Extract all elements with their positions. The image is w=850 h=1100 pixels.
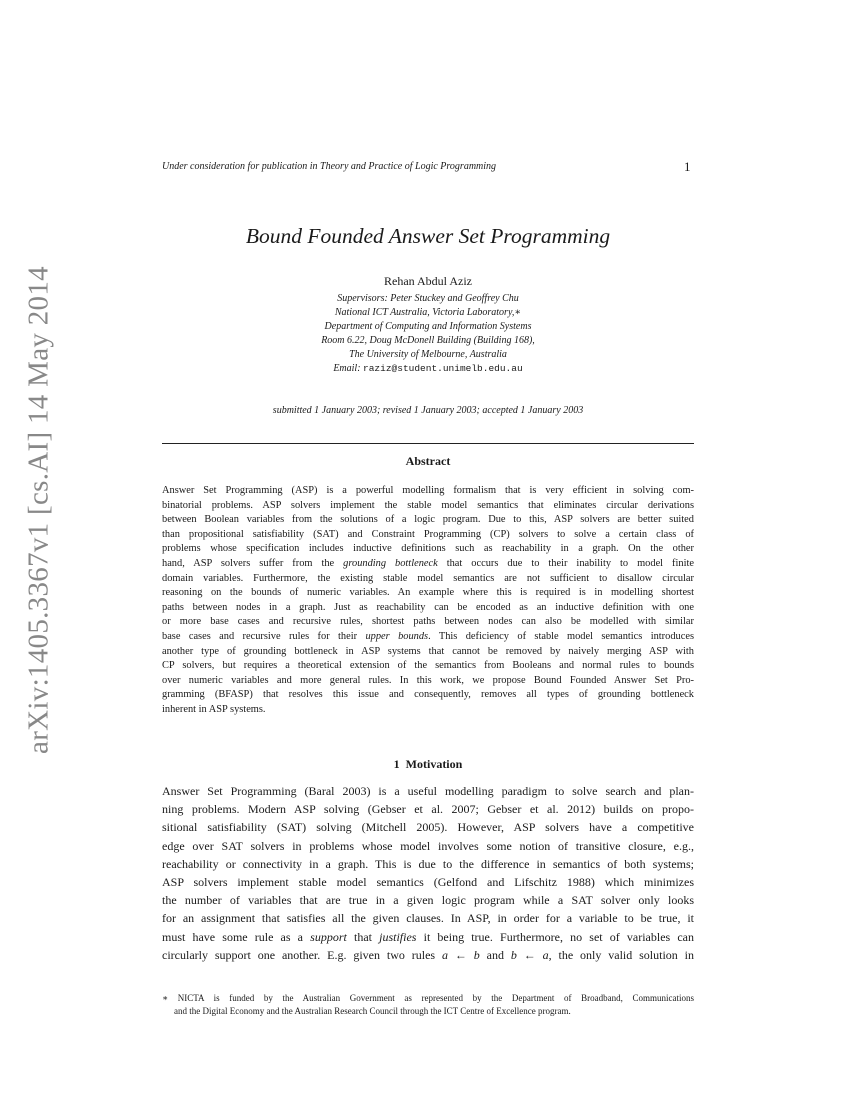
supervisors: Supervisors: Peter Stuckey and Geoffrey Chu [337,293,519,304]
abstract-line: gramming (BFASP) that resolves this issue and consequently, removes all types of grounding bottleneck [162,689,694,701]
running-head: Under consideration for publication in Theory and Practice of Logic Programming [162,161,497,172]
text-run: circularly support one another. E.g. given two rules [162,947,442,962]
motivation-body [162,782,694,964]
text-run: . This deficiency of stable model semantics introduces [428,630,694,642]
abstract-line: paths between nodes in a graph. Just as reachability can be encoded as an inductive definition with one [162,601,694,613]
emphasis-run: upper bounds [365,630,429,642]
email-label: Email: [333,363,361,374]
arxiv-watermark [14,266,64,754]
submission-dates: submitted 1 January 2003; revised 1 January 2003; accepted 1 January 2003 [272,405,584,416]
section-heading [162,757,694,772]
emphasis-run: grounding bottleneck [343,557,438,569]
body-line: the number of variables that are true in a given logic program while a SAT solver only looks [162,893,694,908]
paper-title: Bound Founded Answer Set Programming [245,224,611,248]
abstract-line: over numeric variables and more general rules. In this work, we propose Bound Founded Answer Set Pro- [162,674,694,686]
body-line: ning problems. Modern ASP solving (Gebser et al. 2007; Gebser et al. 2012) builds on propo- [162,802,694,817]
body-line: ASP solvers implement stable model semantics (Gelfond and Lifschitz 1988) which minimizes [162,874,694,889]
abstract-line: between Boolean variables from the solutions of a logic program. Due to this, ASP solvers are better suited [162,514,694,526]
emphasis-run: justifies [379,929,417,944]
university: The University of Melbourne, Australia [349,349,507,360]
abstract-line: problems whose specification includes inductive definitions such as reachability in a graph. On the other [162,543,694,555]
text-run: , the only valid solution in [548,947,695,962]
abstract-rule [162,443,694,444]
math-run: b ← a [510,947,549,962]
text-run: base cases and recursive rules for their [162,630,366,642]
section-number: 1 [393,757,400,771]
email-line [162,362,694,376]
body-line: edge over SAT solvers in problems whose model involves some notion of transitive closure, e.g., [162,838,694,853]
department: Department of Computing and Information Systems [324,321,532,332]
text-run: it being true. Furthermore, no set of variables can [416,929,694,944]
arxiv-id: arXiv:1405.3367v1 [cs.AI] 14 May 2014 [22,266,55,754]
footnote-marker: ∗ [162,993,169,1003]
abstract-line: binatorial problems. ASP solvers implement the stable model semantics that eliminates circular derivations [162,499,694,511]
abstract-line [162,557,694,572]
body-line: for an assignment that satisfies all the given clauses. In ASP, in order for a variable to be true, it [162,911,694,926]
abstract-line: or more base cases and recursive rules, shortest paths between nodes can also be modelled with similar [162,616,694,628]
author-name: Rehan Abdul Aziz [384,274,472,288]
page-number: 1 [684,159,691,174]
body-line: reachability or connectivity in a graph. This is due to the difference in semantics of both systems; [162,856,694,871]
room: Room 6.22, Doug McDonell Building (Building 168), [321,335,535,346]
body-line [162,928,694,946]
abstract-line: CP solvers, but requires a theoretical extension of the semantics from Booleans and normal rules to bounds [162,660,694,672]
abstract-body [162,484,694,718]
footnote [162,992,694,1017]
footnote-line: and the Digital Economy and the Australian Research Council through the ICT Centre of Excellence program. [174,1005,571,1016]
emphasis-run: support [310,929,347,944]
footnote-line [162,992,694,1005]
abstract-line: reasoning on the bounds of numeric variables. An example where this is required is in modelling shortest [162,587,694,599]
affiliation-block [162,292,694,376]
body-line: sitional satisfiability (SAT) solving (Mitchell 2005). However, ASP solvers have a competitive [162,820,694,835]
email-address: raziz@student.unimelb.edu.au [363,363,523,374]
body-line [162,946,694,964]
abstract-line: Answer Set Programming (ASP) is a powerful modelling formalism that is very efficient in solving com- [162,485,694,496]
abstract-heading: Abstract [405,454,451,468]
footnote-text: NICTA is funded by the Australian Government as represented by the Department of Broadband, Communications [168,993,694,1003]
text-run: must have some rule as a [162,929,311,944]
body-line: Answer Set Programming (Baral 2003) is a useful modelling paradigm to solve search and plan- [162,784,694,798]
text-run: and [479,947,511,962]
text-run: that [346,929,380,944]
section-title: Motivation [405,757,463,771]
text-run: that occurs due to their inability to model finite [437,557,694,569]
abstract-line [162,630,694,645]
laboratory: National ICT Australia, Victoria Laboratory,∗ [334,307,522,318]
abstract-line: than propositional satisfiability (SAT) and Constraint Programming (CP) solvers to solve a certain class of [162,528,694,540]
abstract-line: domain variables. Furthermore, the existing stable model semantics are not sufficient to disallow circular [162,572,694,584]
text-run: hand, ASP solvers suffer from the [162,557,344,569]
abstract-line: another type of grounding bottleneck in ASP systems that cannot be removed by naively merging ASP with [162,645,694,657]
math-run: a ← b [441,947,480,962]
abstract-line: inherent in ASP systems. [162,703,266,715]
